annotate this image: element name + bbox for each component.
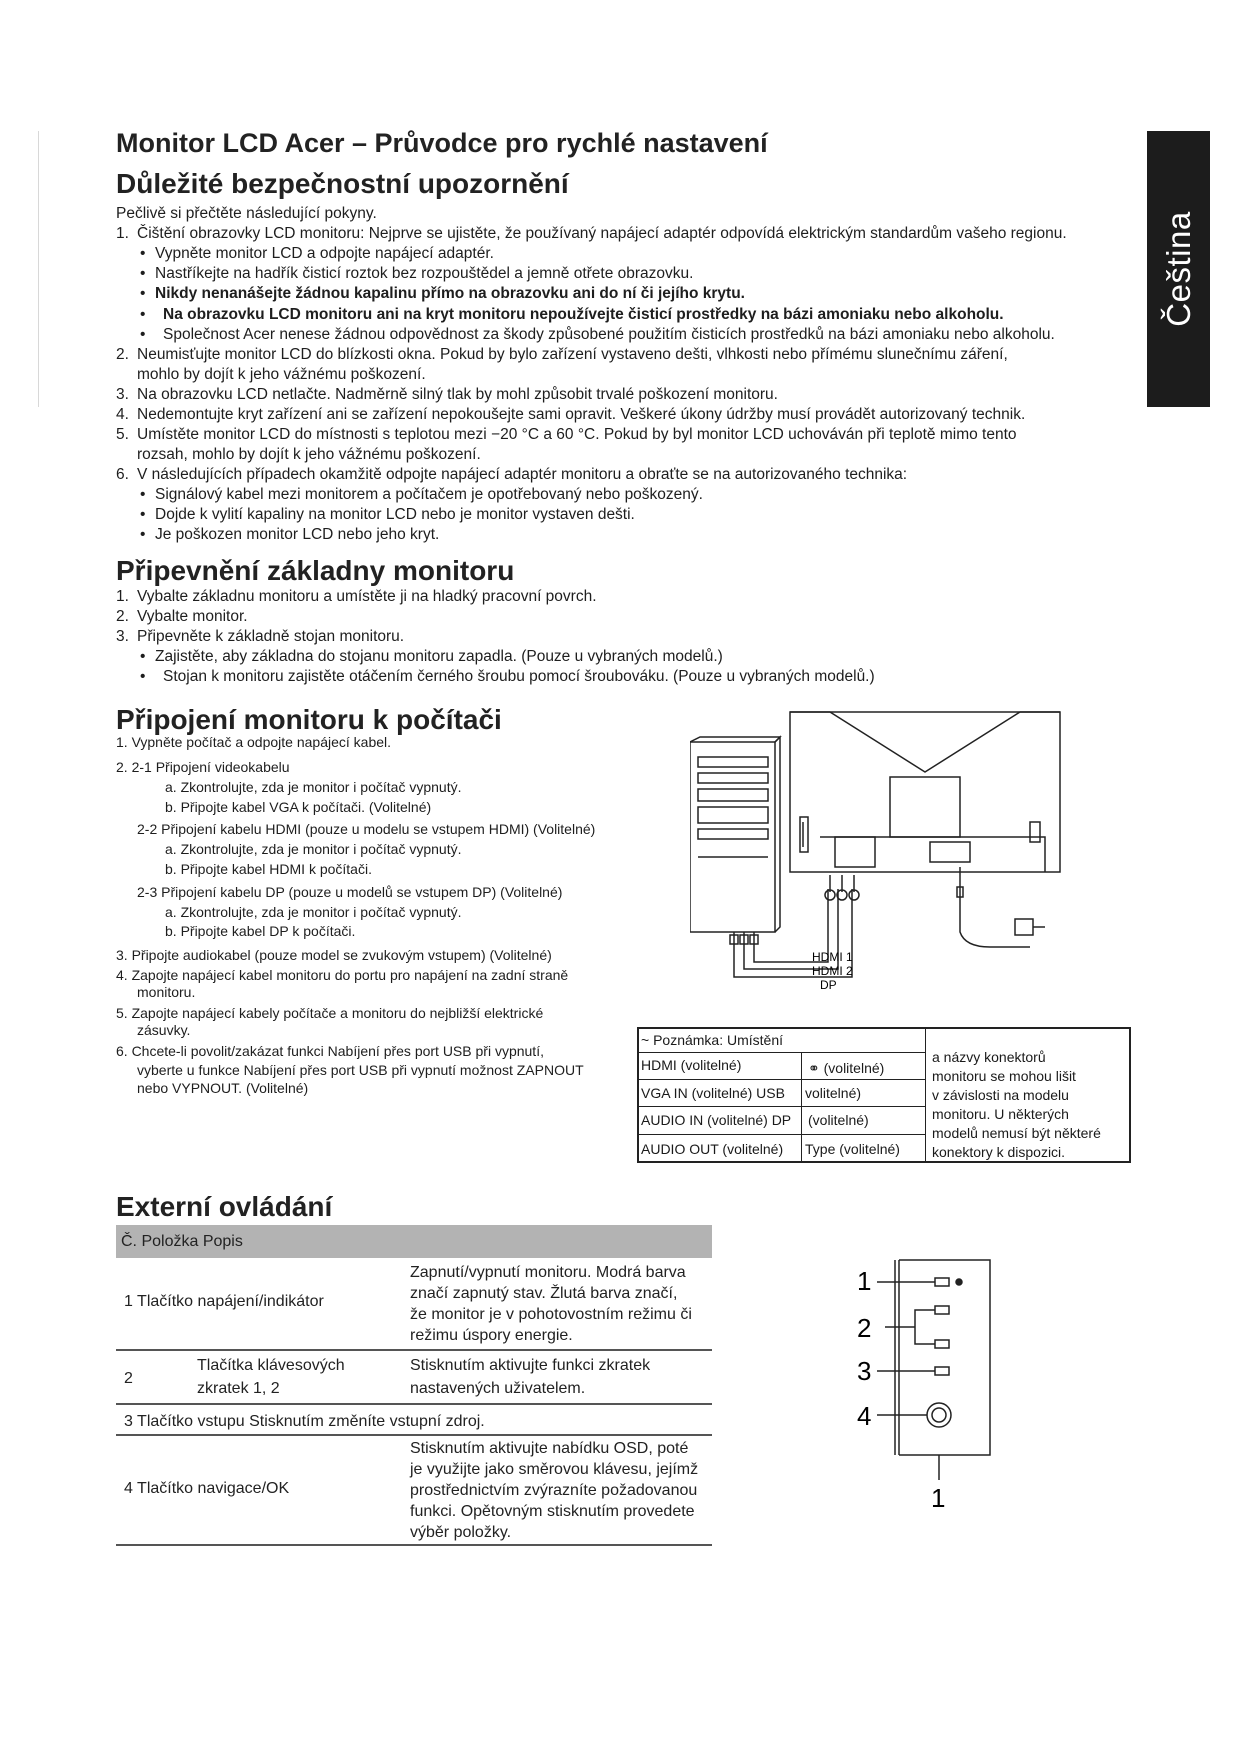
panel-num-3: 3: [857, 1356, 872, 1386]
panel-num-1: 1: [857, 1266, 872, 1296]
desc-line: výběr položky.: [410, 1524, 512, 1541]
list-marker: 3.: [116, 628, 129, 645]
base-item: Připevněte k základně stojan monitoru.: [137, 628, 405, 645]
safety-item: Signálový kabel mezi monitorem a počítačem je opotřebovaný nebo poškozený.: [155, 486, 703, 503]
list-marker: •: [140, 285, 146, 302]
connect-step: 2. 2-1 Připojení videokabelu: [116, 759, 290, 775]
panel-num-2: 2: [857, 1313, 872, 1343]
list-marker: 2.: [116, 608, 129, 625]
connect-step: 2-2 Připojení kabelu HDMI (pouze u modelu se vstupem HDMI) (Volitelné): [137, 821, 596, 837]
desc-line: je využijte jako směrovou klávesu, jejímž: [410, 1461, 699, 1478]
notes-side-line: v závislosti na modelu: [932, 1087, 1069, 1103]
label-dp: DP: [820, 978, 837, 992]
connect-step: a. Zkontrolujte, zda je monitor i počítač vypnutý.: [165, 841, 462, 857]
margin-rule: [38, 131, 39, 407]
control-panel-diagram: [855, 1255, 995, 1515]
safety-item: Čištění obrazovky LCD monitoru: Nejprve se ujistěte, že používaný napájecí adaptér odpovídá elektrickým standardům vašeho regionu.: [137, 225, 1067, 242]
safety-item: Vypněte monitor LCD a odpojte napájecí adaptér.: [155, 245, 494, 262]
connect-step: a. Zkontrolujte, zda je monitor i počítač vypnutý.: [165, 904, 462, 920]
list-marker: •: [140, 265, 146, 282]
desc-line: Zapnutí/vypnutí monitoru. Modrá barva: [410, 1264, 686, 1281]
base-item: Vybalte monitor.: [137, 608, 248, 625]
connect-step: b. Připojte kabel DP k počítači.: [165, 923, 356, 939]
page-title: Monitor LCD Acer – Průvodce pro rychlé nastavení: [116, 128, 768, 158]
notes-side-line: konektory k dispozici.: [932, 1144, 1066, 1160]
pc-tower-illustration: [690, 737, 780, 932]
notes-side-line: a názvy konektorů: [932, 1049, 1046, 1065]
notes-divider: [925, 1027, 926, 1163]
safety-item: V následujících případech okamžitě odpojte napájecí adaptér monitoru a obraťte se na autorizovaného technika:: [137, 466, 908, 483]
notes-divider: [801, 1053, 802, 1163]
connect-step: vyberte u funkce Nabíjení přes port USB při vypnutí možnost ZAPNOUT: [137, 1062, 584, 1078]
language-tab: Čeština: [1147, 131, 1210, 407]
safety-item: mohlo by dojít k jeho vážnému poškození.: [137, 366, 426, 383]
connect-step: zásuvky.: [137, 1022, 191, 1038]
list-marker: •: [140, 306, 146, 323]
list-marker: •: [140, 326, 146, 343]
safety-item: Neumisťujte monitor LCD do blízkosti okna. Pokud by bylo zařízení vystaveno dešti, vlhkosti nebo přímému slunečnímu záření,: [137, 346, 1008, 363]
base-heading: Připevnění základny monitoru: [116, 555, 515, 586]
safety-item: Nedemontujte kryt zařízení ani se zařízení nepokoušejte sami opravit. Veškeré úkony údržby musí provádět autorizovaný technik.: [137, 406, 1026, 423]
list-marker: 2.: [116, 346, 129, 363]
connection-diagram: [690, 707, 1070, 1007]
list-marker: 1.: [116, 225, 129, 242]
list-marker: •: [140, 486, 146, 503]
list-marker: 4.: [116, 406, 129, 423]
notes-side-line: monitoru se mohou lišit: [932, 1068, 1076, 1084]
safety-intro: Pečlivě si přečtěte následující pokyny.: [116, 205, 377, 222]
connect-step: b. Připojte kabel VGA k počítači. (Volitelné): [165, 799, 432, 815]
connect-heading: Připojení monitoru k počítači: [116, 704, 502, 735]
connect-step: 3. Připojte audiokabel (pouze model se zvukovým vstupem) (Volitelné): [116, 947, 552, 963]
connect-step: 5. Zapojte napájecí kabely počítače a monitoru do nejbližší elektrické: [116, 1005, 544, 1021]
connect-step: 2-3 Připojení kabelu DP (pouze u modelů se vstupem DP) (Volitelné): [137, 884, 563, 900]
desc-line: že monitor je v pohotovostním režimu či: [410, 1306, 692, 1323]
safety-item: Na obrazovku LCD monitoru ani na kryt monitoru nepoužívejte čisticí prostředky na bázi amoniaku nebo alkoholu.: [163, 306, 1004, 323]
desc-line: značí zapnutý stav. Žlutá barva značí,: [410, 1285, 678, 1302]
connect-step: 6. Chcete-li povolit/zakázat funkci Nabíjení přes port USB při vypnutí,: [116, 1043, 544, 1059]
base-item: Vybalte základnu monitoru a umístěte ji na hladký pracovní povrch.: [137, 588, 597, 605]
connect-step: nebo VYPNOUT. (Volitelné): [137, 1080, 309, 1096]
safety-item: Nikdy nenanášejte žádnou kapalinu přímo na obrazovku ani do ní či jejího krytu.: [155, 285, 745, 302]
list-marker: •: [140, 648, 146, 665]
safety-item: Společnost Acer nenese žádnou odpovědnost za škody způsobené použitím čisticích prostředků na bázi amoniaku nebo alkoholu.: [163, 326, 1055, 343]
notes-side-line: monitoru. U některých: [932, 1106, 1069, 1122]
label-hdmi2: HDMI 2: [812, 964, 853, 978]
control-desc: [410, 1262, 692, 1346]
connect-step: a. Zkontrolujte, zda je monitor i počítač vypnutý.: [165, 779, 462, 795]
list-marker: 3.: [116, 386, 129, 403]
list-marker: 6.: [116, 466, 129, 483]
desc-line: funkci. Opětovným stisknutím provedete: [410, 1503, 695, 1520]
notes-header: ~ Poznámka: Umístění: [641, 1032, 784, 1048]
controls-heading: Externí ovládání: [116, 1191, 333, 1222]
panel-num-bottom: 1: [931, 1483, 946, 1513]
safety-item: Na obrazovku LCD netlačte. Nadměrně silný tlak by mohl způsobit trvalé poškození monitoru.: [137, 386, 778, 403]
list-marker: 5.: [116, 426, 129, 443]
safety-heading: Důležité bezpečnostní upozornění: [116, 168, 569, 199]
desc-line: režimu úspory energie.: [410, 1327, 573, 1344]
monitor-back-illustration: [790, 712, 1060, 947]
connect-step: b. Připojte kabel HDMI k počítači.: [165, 861, 372, 877]
connect-step: 4. Zapojte napájecí kabel monitoru do portu pro napájení na zadní straně: [116, 967, 569, 983]
connect-step: monitoru.: [137, 984, 196, 1000]
control-item: 1 Tlačítko napájení/indikátor: [124, 1293, 324, 1310]
base-item: Stojan k monitoru zajistěte otáčením černého šroubu pomocí šroubováku. (Pouze u vybraných modelů.): [163, 668, 875, 685]
list-marker: 1.: [116, 588, 129, 605]
safety-item: Je poškozen monitor LCD nebo jeho kryt.: [155, 526, 440, 543]
safety-item: Dojde k vylití kapaliny na monitor LCD nebo je monitor vystaven dešti.: [155, 506, 635, 523]
safety-item: Nastříkejte na hadřík čisticí roztok bez rozpouštědel a jemně otřete obrazovku.: [155, 265, 694, 282]
list-marker: •: [140, 245, 146, 262]
list-marker: •: [140, 526, 146, 543]
list-marker: •: [140, 668, 146, 685]
panel-num-4: 4: [857, 1401, 872, 1431]
label-hdmi1: HDMI 1: [812, 950, 853, 964]
notes-side-line: modelů nemusí být některé: [932, 1125, 1101, 1141]
desc-line: prostřednictvím zvýrazníte požadovanou: [410, 1482, 698, 1499]
base-item: Zajistěte, aby základna do stojanu monitoru zapadla. (Pouze u vybraných modelů.): [155, 648, 723, 665]
safety-item: Umístěte monitor LCD do místnosti s teplotou mezi −20 °C a 60 °C. Pokud by byl monitor LCD uchováván při teplotě mimo tento: [137, 426, 1017, 443]
headphones-icon: ⚭: [808, 1060, 820, 1076]
safety-item: rozsah, mohlo by dojít k jeho vážnému poškození.: [137, 446, 481, 463]
connect-step: 1. Vypněte počítač a odpojte napájecí kabel.: [116, 734, 392, 750]
control-desc: [410, 1438, 698, 1543]
list-marker: •: [140, 506, 146, 523]
desc-line: Stisknutím aktivujte nabídku OSD, poté: [410, 1440, 689, 1457]
